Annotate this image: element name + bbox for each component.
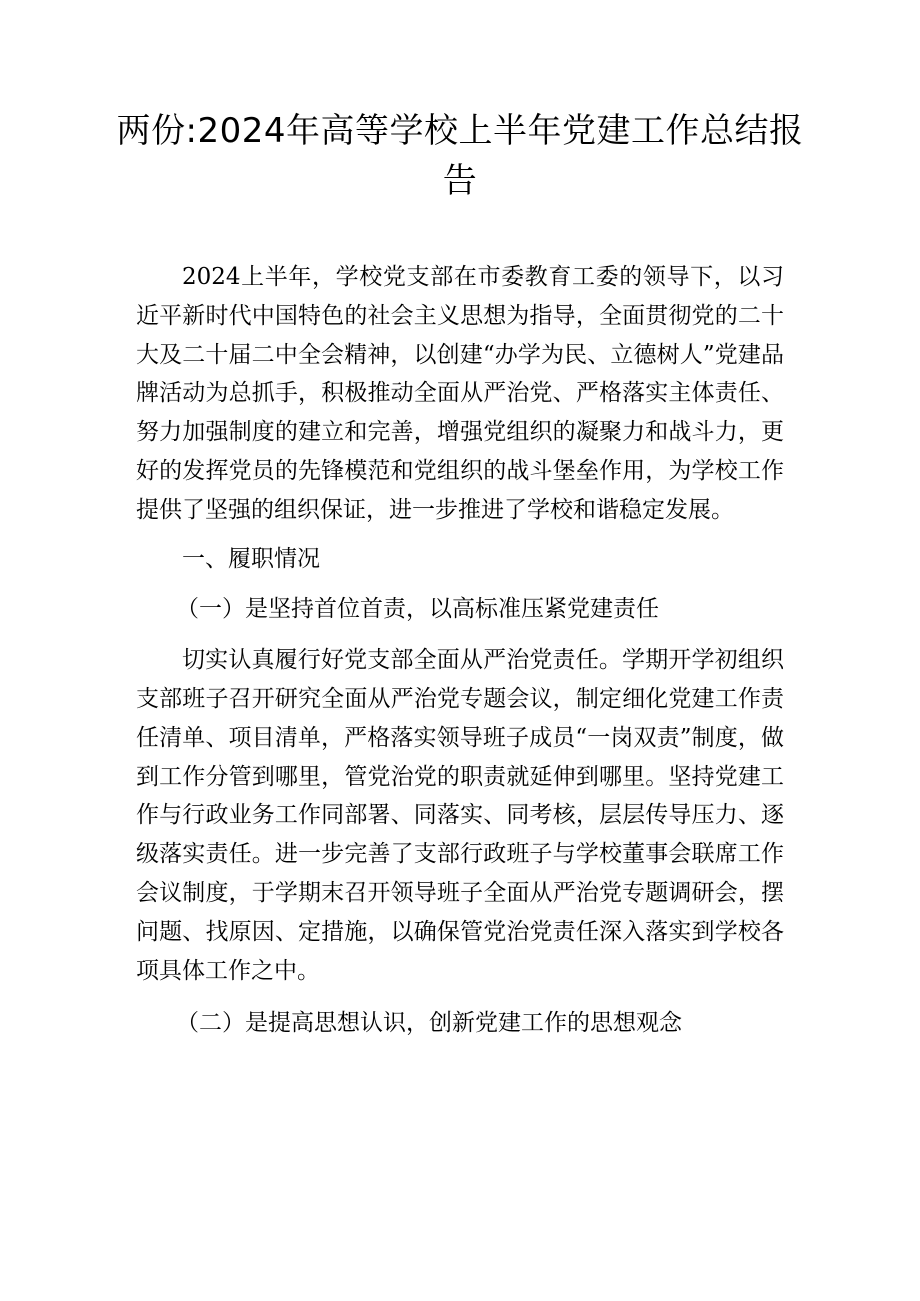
document-body bbox=[136, 258, 784, 1043]
section-heading-one: 一、履职情况 bbox=[182, 545, 320, 572]
subsection-one-paragraph: 切实认真履行好党支部全面从严治党责任。学期开学初组织支部班子召开研究全面从严治党专题会议，制定细化党建工作责任清单、项目清单，严格落实领导班子成员“一岗双责”制度，做到工作分管到哪里，管党治党的职责就延伸到哪里。坚持党建工作与行政业务工作同部署、同落实、同考核，层层传导压力、逐级落实责任。进一步完善了支部行政班子与学校董事会联席工作会议制度，于学期末召开领导班子全面从严治党专题调研会，摆问题、找原因、定措施，以确保管党治党责任深入落实到学校各项具体工作之中。 bbox=[136, 647, 784, 984]
subsection-heading-one: （一）是坚持首位首责，以高标准压紧党建责任 bbox=[176, 596, 659, 623]
document-title: 两份:2024年高等学校上半年党建工作总结报告 bbox=[116, 111, 804, 201]
intro-paragraph: 2024上半年，学校党支部在市委教育工委的领导下，以习近平新时代中国特色的社会主义思想为指导，全面贯彻党的二十大及二十届二中全会精神，以创建“办学为民、立德树人”党建品牌活动为总抓手，积极推动全面从严治党、严格落实主体责任、努力加强制度的建立和完善，增强党组织的凝聚力和战斗力，更好的发挥党员的先锋模范和党组织的战斗堡垒作用，为学校工作提供了坚强的组织保证，进一步推进了学校和谐稳定发展。 bbox=[136, 264, 784, 523]
subsection-heading-two: （二）是提高思想认识，创新党建工作的思想观念 bbox=[176, 1010, 682, 1037]
